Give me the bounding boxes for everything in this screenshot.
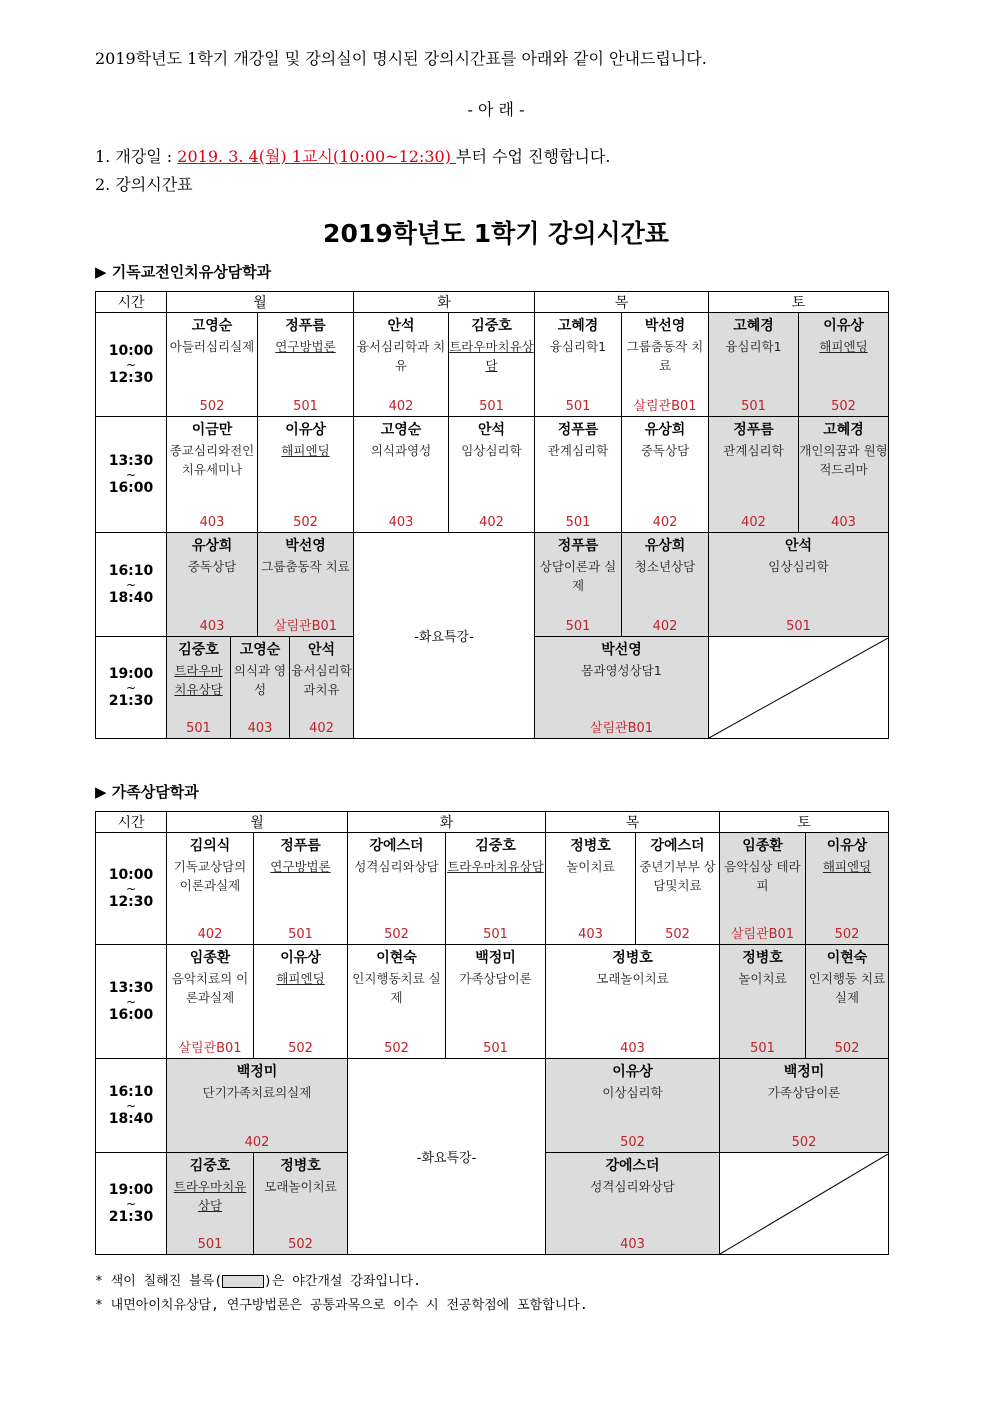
course-cell: 김중호 트라우마치유 상담 501 <box>167 1153 254 1255</box>
course-cell: 고영순 아들러심리실제 502 <box>167 313 258 417</box>
tuesday-special-lecture: -화요특강- <box>348 1059 546 1255</box>
course-cell: 안석 임상심리학 402 <box>449 417 535 533</box>
course-cell: 강에스더 성격심리와상담 502 <box>348 833 446 945</box>
header-tue: 화 <box>354 292 535 313</box>
slot-row <box>96 833 889 945</box>
note-common: * 내면아이치유상담, 연구방법론은 공통과목으로 이수 시 전공학점에 포함합니다. <box>95 1298 588 1313</box>
slot-row <box>96 1059 889 1153</box>
header-row <box>96 812 889 833</box>
course-cell: 임종환 음악치료의 이론과실제 살림관B01 <box>167 945 254 1059</box>
header-time: 시간 <box>96 812 167 833</box>
course-cell: 고혜경 융심리학1 501 <box>535 313 622 417</box>
course-cell: 김중호 트라우마 치유상담 501 <box>167 637 231 739</box>
course-cell: 정푸름 관계심리학 501 <box>535 417 622 533</box>
time-slot: 19:00 ~ 21:30 <box>96 1153 167 1255</box>
time-slot: 13:30 ~ 16:00 <box>96 417 167 533</box>
intro-text: 2019학년도 1학기 개강일 및 강의실이 명시된 강의시간표를 아래와 같이 안내드립니다. <box>95 49 707 68</box>
slot-row <box>96 417 889 533</box>
course-cell: 이현숙 인지행동치료 실제 502 <box>348 945 446 1059</box>
course-cell: 유상희 중독상담 402 <box>622 417 709 533</box>
timetable-christian-counseling <box>95 291 889 739</box>
course-cell: 안석 융서심리학 과치유 402 <box>290 637 354 739</box>
course-cell: 김중호 트라우마치유상담 501 <box>449 313 535 417</box>
course-cell: 고영순 의식과 영성 403 <box>231 637 290 739</box>
course-cell: 정푸름 상담이론과 실제 501 <box>535 533 622 637</box>
course-cell: 강에스더 성격심리와상담 403 <box>546 1153 720 1255</box>
course-cell: 정병호 놀이치료 501 <box>720 945 806 1059</box>
time-slot: 16:10 ~ 18:40 <box>96 1059 167 1153</box>
course-cell: 박선영 몸과영성상담1 살림관B01 <box>535 637 709 739</box>
time-slot: 10:00 ~ 12:30 <box>96 313 167 417</box>
course-cell: 고영순 의식과영성 403 <box>354 417 449 533</box>
header-row <box>96 292 889 313</box>
course-cell: 정푸름 관계심리학 402 <box>709 417 799 533</box>
course-cell: 정푸름 연구방법론 501 <box>254 833 348 945</box>
course-cell: 이유상 해피엔딩 502 <box>799 313 889 417</box>
time-slot: 10:00 ~ 12:30 <box>96 833 167 945</box>
course-cell: 이금만 종교심리와전인 치유세미나 403 <box>167 417 258 533</box>
course-cell: 임종환 음악심상 테라피 살림관B01 <box>720 833 806 945</box>
course-cell: 김의식 기독교상담의 이론과실제 402 <box>167 833 254 945</box>
empty-slot <box>709 637 889 739</box>
note1-part-b: )은 야간개설 강좌입니다. <box>264 1274 421 1289</box>
course-cell: 김중호 트라우마치유상담 501 <box>446 833 546 945</box>
header-mon: 월 <box>167 812 348 833</box>
course-cell: 정병호 놀이치료 403 <box>546 833 636 945</box>
item1-suffix: 부터 수업 진행합니다. <box>456 147 611 166</box>
time-slot: 19:00 ~ 21:30 <box>96 637 167 739</box>
note-shaded <box>95 1270 421 1289</box>
course-cell: 유상희 중독상담 403 <box>167 533 258 637</box>
slot-row <box>96 533 889 637</box>
time-slot: 13:30 ~ 16:00 <box>96 945 167 1059</box>
course-cell: 이현숙 인지행동 치료실제 502 <box>806 945 889 1059</box>
course-cell: 이유상 해피엔딩 502 <box>806 833 889 945</box>
header-thu: 목 <box>535 292 709 313</box>
course-cell: 백정미 가족상담이론 502 <box>720 1059 889 1153</box>
header-time: 시간 <box>96 292 167 313</box>
tuesday-special-lecture: -화요특강- <box>354 533 535 739</box>
course-cell: 강에스더 중년기부부 상담및치료 502 <box>636 833 720 945</box>
diagonal-line <box>720 1154 888 1254</box>
header-tue: 화 <box>348 812 546 833</box>
course-cell: 정병호 모래놀이치료 403 <box>546 945 720 1059</box>
slot-row <box>96 945 889 1059</box>
slot-row <box>96 313 889 417</box>
course-cell: 안석 임상심리학 501 <box>709 533 889 637</box>
timetable-family-counseling <box>95 811 889 1255</box>
course-cell: 정푸름 연구방법론 501 <box>258 313 354 417</box>
course-cell: 이유상 이상심리학 502 <box>546 1059 720 1153</box>
course-cell: 고혜경 융심리학1 501 <box>709 313 799 417</box>
header-mon: 월 <box>167 292 354 313</box>
course-cell: 유상희 청소년상담 402 <box>622 533 709 637</box>
item-opening-date <box>95 144 610 167</box>
course-cell: 박선영 그룹춤동작 치료 살림관B01 <box>258 533 354 637</box>
note1-part-a: * 색이 칠해진 블록( <box>95 1274 223 1289</box>
below-marker: - 아 래 - <box>467 100 525 119</box>
page-title: 2019학년도 1학기 강의시간표 <box>323 219 669 248</box>
dept2-heading: ▶ 가족상담학과 <box>95 783 199 801</box>
item1-prefix: 1. 개강일 : <box>95 147 178 166</box>
course-cell: 백정미 단기가족치료의실제 402 <box>167 1059 348 1153</box>
course-cell: 박선영 그룹춤동작 치료 살림관B01 <box>622 313 709 417</box>
shaded-swatch <box>222 1275 264 1288</box>
diagonal-line <box>709 638 888 738</box>
course-cell: 백정미 가족상담이론 501 <box>446 945 546 1059</box>
time-slot: 16:10 ~ 18:40 <box>96 533 167 637</box>
dept1-heading: ▶ 기독교전인치유상담학과 <box>95 263 272 281</box>
item-timetable: 2. 강의시간표 <box>95 175 193 194</box>
course-cell: 이유상 해피엔딩 502 <box>258 417 354 533</box>
header-thu: 목 <box>546 812 720 833</box>
course-cell: 고혜경 개인의꿈과 원형적드리마 403 <box>799 417 889 533</box>
header-sat: 토 <box>720 812 889 833</box>
course-cell: 이유상 해피엔딩 502 <box>254 945 348 1059</box>
header-sat: 토 <box>709 292 889 313</box>
course-cell: 안석 융서심리학과 치유 402 <box>354 313 449 417</box>
course-cell: 정병호 모래놀이치료 502 <box>254 1153 348 1255</box>
opening-date: 2019. 3. 4(월) 1교시(10:00~12:30) <box>177 147 457 166</box>
empty-slot <box>720 1153 889 1255</box>
